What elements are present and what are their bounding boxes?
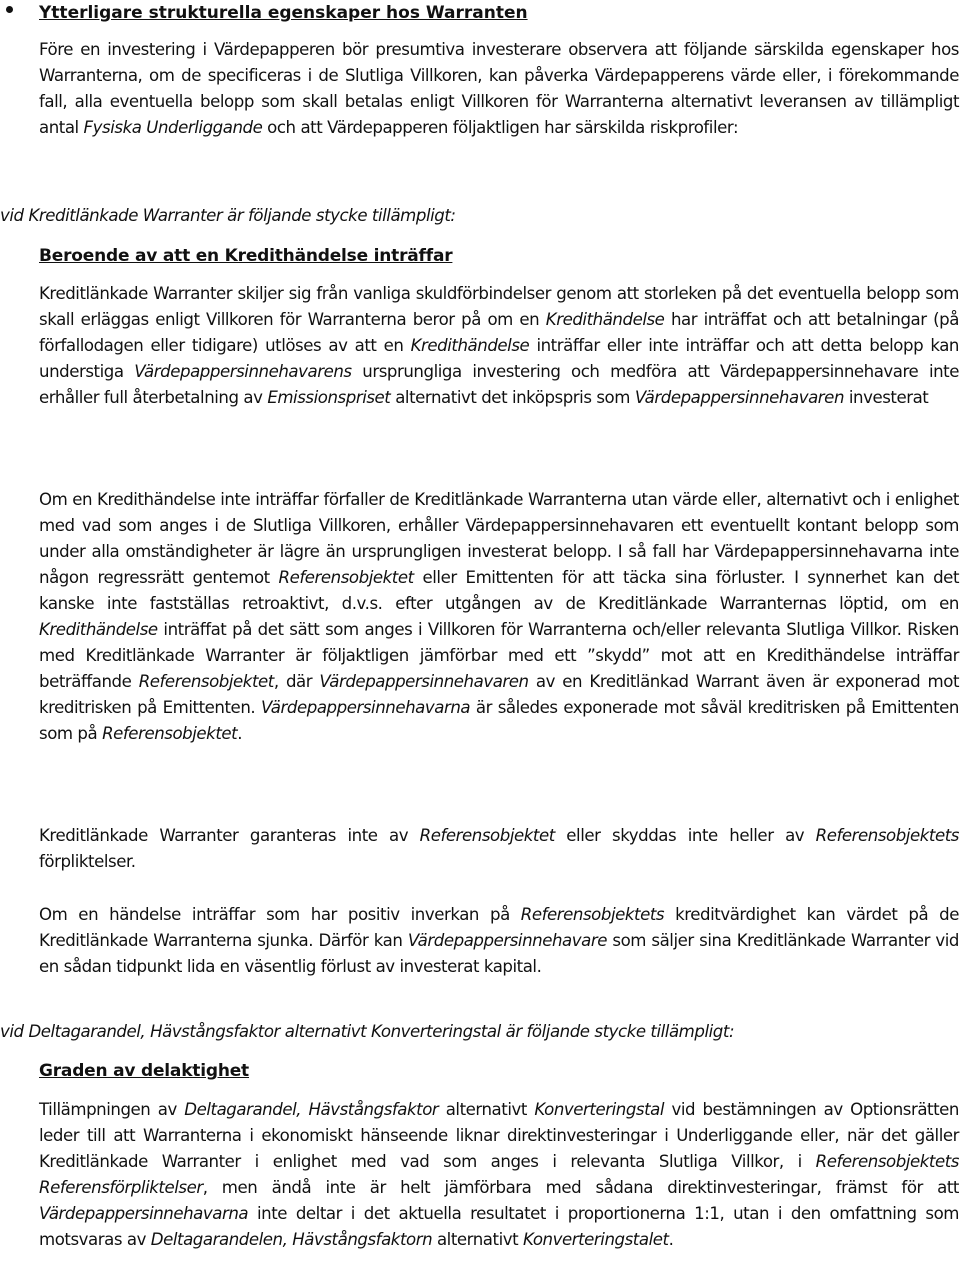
italic-term: Värdepappersinnehavarna (39, 1204, 249, 1223)
text-run: inte deltar i det aktuella resultatet i proportionerna 1:1, utan i den omfattning som motsvaras av (39, 1204, 959, 1249)
text-run: och att Värdepapperen följaktligen har särskilda riskprofiler: (262, 118, 739, 137)
subheading-credit-event: Beroende av att en Kredithändelse inträffar (39, 246, 453, 266)
italic-term: Fysiska Underliggande (83, 118, 263, 137)
paragraph-participation (39, 1097, 959, 1253)
italic-term: Konverteringstalet (523, 1230, 669, 1249)
italic-term: Kredithändelse (39, 620, 158, 639)
paragraph-not-guaranteed (39, 823, 959, 875)
italic-term: Emissionspriset (267, 388, 391, 407)
italic-term: Referensobjektets Referensförpliktelser (39, 1152, 959, 1197)
italic-term: Värdepappersinnehavaren (634, 388, 845, 407)
section-heading: Ytterligare strukturella egenskaper hos Warranten (39, 3, 528, 23)
paragraph-no-credit-event (39, 487, 959, 747)
text-run: Kreditlänkade Warranter garanteras inte av (39, 826, 420, 845)
text-run: alternativt (432, 1230, 523, 1249)
italic-term: Deltagarandelen, Hävstångsfaktorn (150, 1230, 433, 1249)
text-run: av en Kreditlänkad Warrant även är exponerad mot kreditrisken på Emittenten. (39, 672, 959, 717)
italic-term: Referensobjektets (520, 905, 665, 924)
italic-term: Värdepappersinnehavarna (260, 698, 471, 717)
text-run: förpliktelser. (39, 852, 136, 871)
italic-term: Referensobjektets (815, 826, 959, 845)
text-run: eller Emittenten för att täcka sina förluster. I synnerhet kan det kanske inte fastställas retroaktivt, d.v.s. efter utgången av de Kreditlänkade Warranternas löptid, om en (39, 568, 959, 613)
text-run: är således exponerade mot såväl kreditrisken på Emittenten som på (39, 698, 959, 743)
text-run: som säljer sina Kreditlänkade Warranter vid en sådan tidpunkt lida en väsentlig förlust av investerat kapital. (39, 931, 960, 976)
text-run: eller skyddas inte heller av (554, 826, 816, 845)
italic-term: Referensobjektet (278, 568, 414, 587)
text-run: inträffar eller inte inträffar och att detta belopp kan understiga (39, 336, 959, 381)
italic-term: Värdepappersinnehavaren (319, 672, 529, 691)
paragraph-credit-dependence (39, 281, 959, 411)
text-run: , men ändå inte är helt jämförbara med sådana direktinvesteringar, främst för att (202, 1178, 959, 1197)
intro-paragraph (39, 37, 959, 141)
italic-term: Värdepappersinnehavarens (134, 362, 352, 381)
text-run: Om en Kredithändelse inte inträffar förfaller de Kreditlänkade Warranterna utan värde eller, alternativt och i enlighet med vad som anges i de Slutliga Villkoren, erhåller Värdepappersinnehavaren ett eventuellt kontant belopp som under alla omständigheter är lägre än ursprungligen investerat belopp. I så fall har Värdepappersinnehavarna inte någon regressrätt gentemot (39, 490, 959, 587)
italic-term: Deltagarandel, Hävstångsfaktor (184, 1100, 439, 1119)
text-run: Kreditlänkade Warranter skiljer sig från vanliga skuldförbindelser genom att storleken på det eventuella belopp som skall erläggas enligt Villkoren för Warranterna beror på om en (39, 284, 959, 329)
text-run: Tillämpningen av (39, 1100, 185, 1119)
text-run: alternativt det inköpspris som (390, 388, 635, 407)
italic-term: Konverteringstal (534, 1100, 665, 1119)
text-run: Före en investering i Värdepapperen bör presumtiva investerare observera att följande särskilda egenskaper hos Warranterna, om de specificeras i de Slutliga Villkoren, kan påverka Värdepapperens värde eller, i förekommande fall, alla eventuella belopp som skall betalas enligt Villkoren för Warranterna alternativt leveransen av tillämpligt antal (39, 40, 959, 137)
text-run: Om en händelse inträffar som har positiv inverkan på (39, 905, 521, 924)
italic-term: Värdepappersinnehavare (407, 931, 607, 950)
text-run: kreditvärdighet kan värdet på de Kreditlänkade Warranterna sjunka. Därför kan (39, 905, 960, 950)
text-run: vid bestämningen av Optionsrätten leder till att Warranterna i ekonomiskt hänseende liknar direktinvesteringar i Underliggande eller, när det gäller Kreditlänkade Warranter i enlighet med vad som anges i relevanta Slutliga Villkor, i (39, 1100, 959, 1171)
condition-credit-linked: vid Kreditlänkade Warranter är följande stycke tillämpligt: (0, 206, 456, 225)
italic-term: Referensobjektet (102, 724, 238, 743)
italic-term: Referensobjektet (419, 826, 555, 845)
italic-term: Kredithändelse (545, 310, 665, 329)
paragraph-positive-event (39, 902, 959, 980)
bullet-point (6, 6, 13, 13)
text-run: investerat (844, 388, 929, 407)
italic-term: Referensobjektet (138, 672, 274, 691)
italic-term: Kredithändelse (410, 336, 530, 355)
text-run: inträffat på det sätt som anges i Villkoren för Warranterna och/eller relevanta Slutliga Villkor. Risken med Kreditlänkade Warranter är följaktligen jämförbar med ett ”skydd” mot att en Kredithändelse inträffar beträffande (39, 620, 959, 691)
text-run: ursprungliga investering och medföra att Värdepappersinnehavare inte erhåller full återbetalning av (39, 362, 959, 407)
text-run: , där (273, 672, 320, 691)
condition-participation: vid Deltagarandel, Hävstångsfaktor alternativt Konverteringstal är följande stycke tillämpligt: (0, 1022, 735, 1041)
text-run: . (668, 1230, 674, 1249)
text-run: alternativt (438, 1100, 535, 1119)
text-run: . (237, 724, 243, 743)
subheading-participation: Graden av delaktighet (39, 1061, 249, 1081)
text-run: har inträffat och att betalningar (på förfallodagen eller tidigare) utlöses av att en (39, 310, 959, 355)
